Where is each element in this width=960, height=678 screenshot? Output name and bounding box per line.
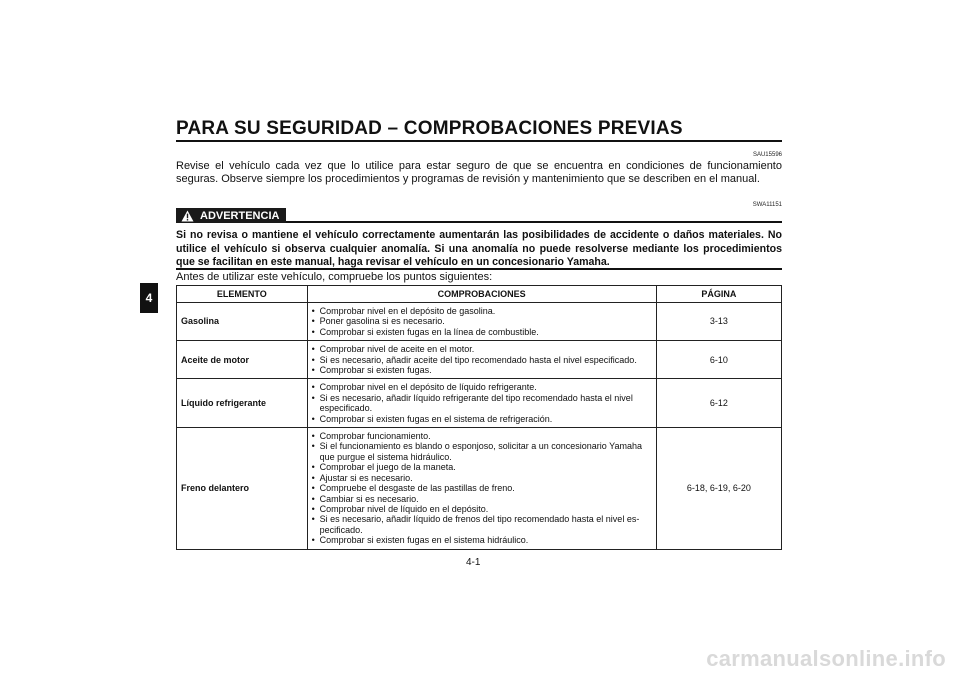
check-item: • Comprobar el juego de la maneta. <box>312 462 652 472</box>
check-item: • Comprobar nivel en el depósito de gasolina. <box>312 306 652 316</box>
element-cell: Aceite de motor <box>177 341 308 379</box>
table-row <box>177 428 782 549</box>
check-item: • Ajustar si es necesario. <box>312 473 652 483</box>
element-cell: Gasolina <box>177 303 308 341</box>
warning-rule <box>286 221 782 223</box>
check-item: • Compruebe el desgaste de las pastillas de freno. <box>312 483 652 493</box>
page-cell: 6-12 <box>656 379 781 428</box>
header-pagina: PÁGINA <box>656 286 781 303</box>
page-cell: 6-18, 6-19, 6-20 <box>656 428 781 549</box>
warning-label <box>176 208 286 223</box>
page-cell: 6-10 <box>656 341 781 379</box>
page-title: PARA SU SEGURIDAD – COMPROBACIONES PREVIAS <box>176 118 683 139</box>
checks-cell <box>307 428 656 549</box>
element-cell: Freno delantero <box>177 428 308 549</box>
title-rule <box>176 140 782 142</box>
table-row <box>177 303 782 341</box>
element-cell: Líquido refrigerante <box>177 379 308 428</box>
intro-paragraph: Revise el vehículo cada vez que lo utilice para estar seguro de que se encuentra en condiciones de funcionamiento seguras. Observe siempre los procedimientos y programas de revisión y mantenimiento que se describen en el manual. <box>176 160 782 185</box>
checks-table <box>176 285 782 550</box>
page-number: 4-1 <box>466 557 481 568</box>
warning-code: SWA11151 <box>752 202 782 208</box>
check-item: • Comprobar si existen fugas en la línea de combustible. <box>312 327 652 337</box>
table-row <box>177 379 782 428</box>
check-item: • Comprobar nivel en el depósito de líquido refrigerante. <box>312 382 652 392</box>
warning-end-rule <box>176 268 782 270</box>
warning-label-text: ADVERTENCIA <box>200 209 280 222</box>
check-item: • Cambiar si es necesario. <box>312 494 652 504</box>
check-item: • Comprobar funcionamiento. <box>312 431 652 441</box>
checks-cell <box>307 379 656 428</box>
list-intro: Antes de utilizar este vehículo, compruebe los puntos siguientes: <box>176 271 493 283</box>
check-item: • Si es necesario, añadir líquido de frenos del tipo recomendado hasta el nivel es- pecificado. <box>312 514 652 535</box>
section-code: SAU15596 <box>752 152 782 158</box>
header-comprobaciones: COMPROBACIONES <box>307 286 656 303</box>
header-elemento: ELEMENTO <box>177 286 308 303</box>
watermark: carmanualsonline.info <box>706 646 946 671</box>
check-item: • Comprobar nivel de líquido en el depósito. <box>312 504 652 514</box>
checks-cell <box>307 303 656 341</box>
page-cell: 3-13 <box>656 303 781 341</box>
check-item: • Poner gasolina si es necesario. <box>312 316 652 326</box>
check-item: • Si el funcionamiento es blando o esponjoso, solicitar a un concesionario Yamaha que purgue el sistema hidráulico. <box>312 441 652 462</box>
check-item: • Si es necesario, añadir aceite del tipo recomendado hasta el nivel especificado. <box>312 355 652 365</box>
table-row <box>177 341 782 379</box>
table-header-row <box>177 286 782 303</box>
check-item: • Comprobar si existen fugas en el sistema hidráulico. <box>312 535 652 545</box>
warning-triangle-icon <box>181 210 194 222</box>
check-item: • Comprobar nivel de aceite en el motor. <box>312 344 652 354</box>
chapter-tab: 4 <box>140 283 158 313</box>
checks-cell <box>307 341 656 379</box>
warning-text: Si no revisa o mantiene el vehículo correctamente aumentarán las posibilidades de accidente o daños materiales. No utilice el vehículo si observa cualquier anomalía. Si una anomalía no puede resolverse mediante los procedimientos que se facilitan en este manual, haga revisar el vehículo en un concesionario Yamaha. <box>176 229 782 268</box>
check-item: • Comprobar si existen fugas en el sistema de refrigeración. <box>312 414 652 424</box>
check-item: • Comprobar si existen fugas. <box>312 365 652 375</box>
check-item: • Si es necesario, añadir líquido refrigerante del tipo recomendado hasta el nivel especificado. <box>312 393 652 414</box>
